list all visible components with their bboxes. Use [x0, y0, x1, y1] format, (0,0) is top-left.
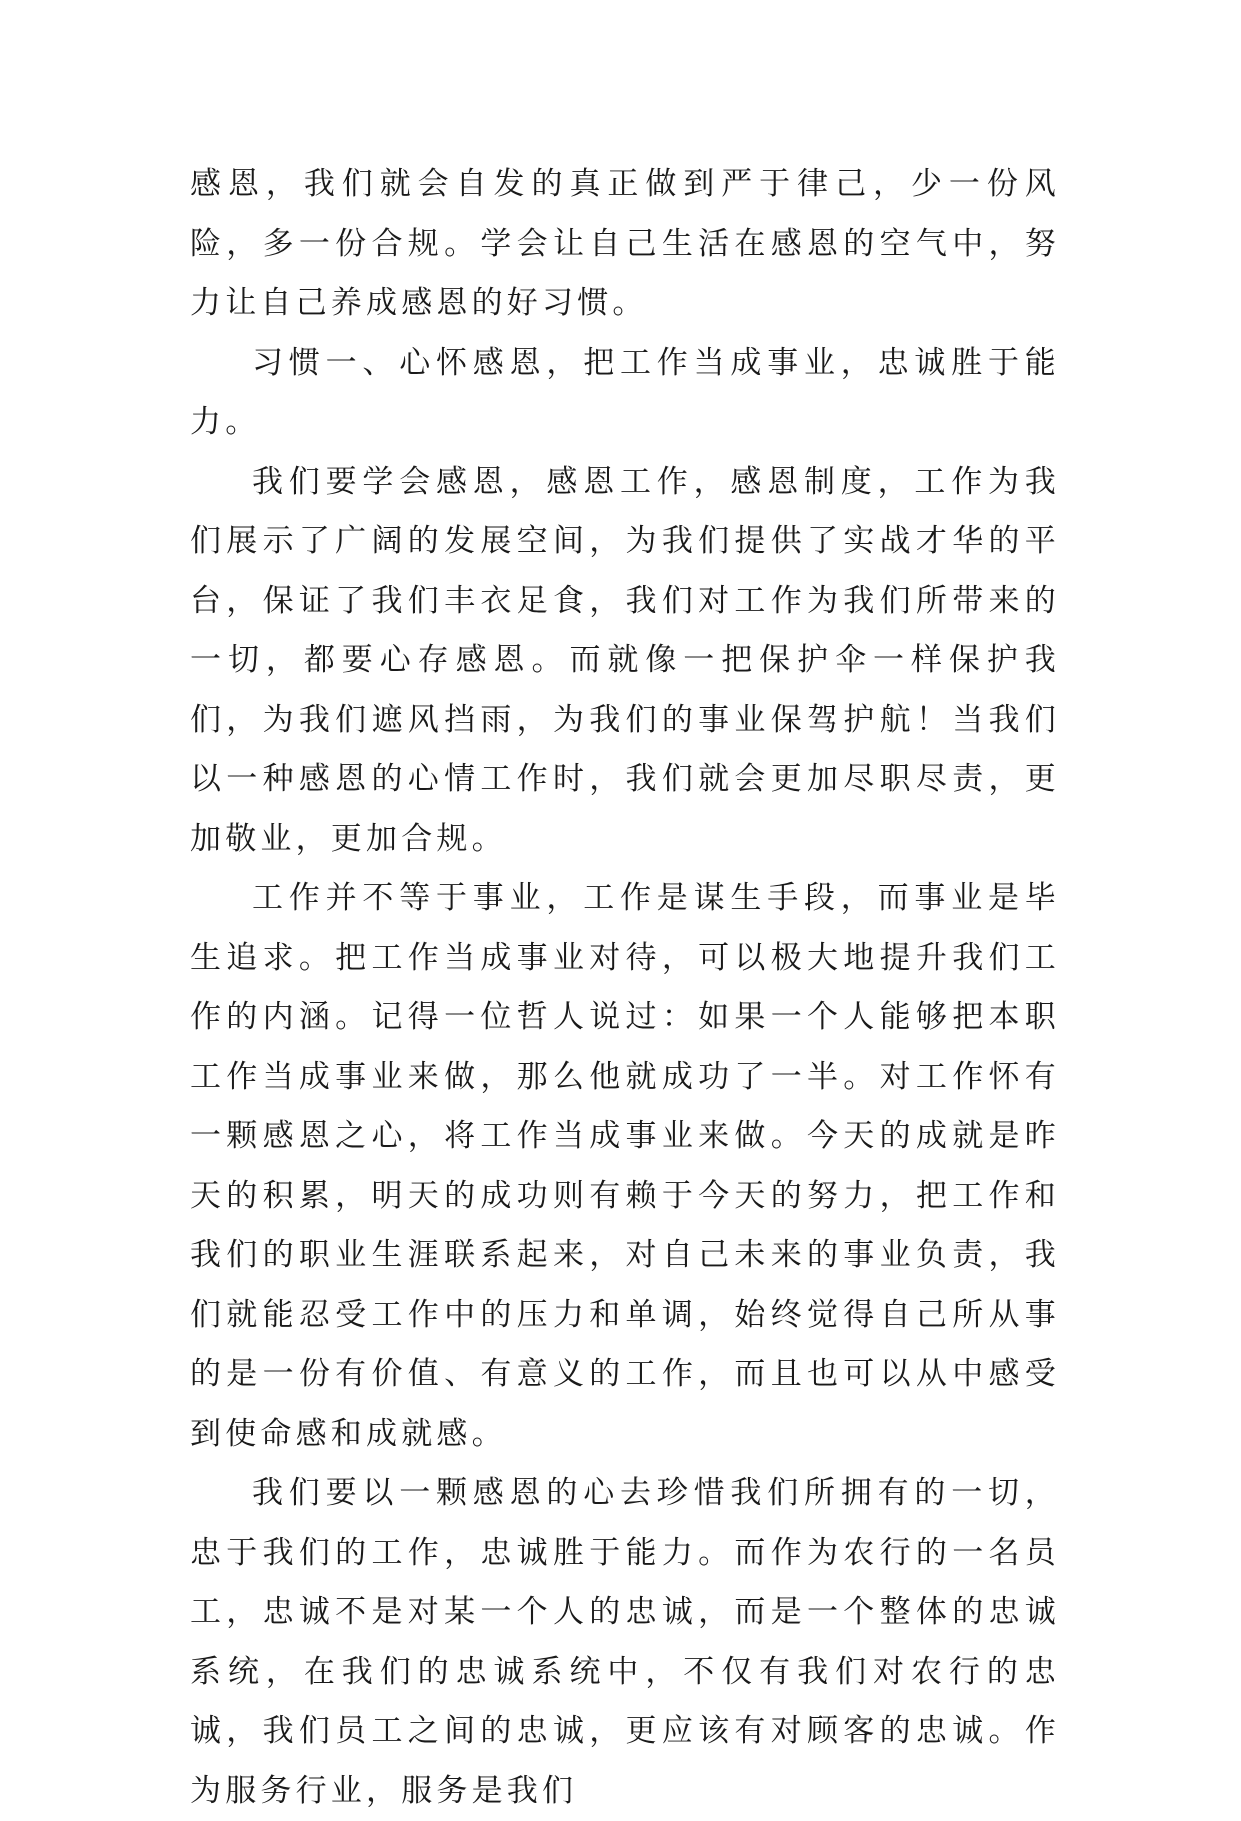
paragraph-continuation: 感恩，我们就会自发的真正做到严于律己，少一份风险，多一份合规。学会让自己生活在感恩的空气中，努力让自己养成感恩的好习惯。 — [190, 166, 1060, 321]
paragraph: 我们要以一颗感恩的心去珍惜我们所拥有的一切，忠于我们的工作，忠诚胜于能力。而作为农行的一名员工，忠诚不是对某一个人的忠诚，而是一个整体的忠诚系统，在我们的忠诚系统中，不仅有我们对农行的忠诚，我们员工之间的忠诚，更应该有对顾客的忠诚。作为服务行业，服务是我们 — [190, 1475, 1060, 1809]
paragraph: 我们要学会感恩，感恩工作，感恩制度，工作为我们展示了广阔的发展空间，为我们提供了实战才华的平台，保证了我们丰衣足食，我们对工作为我们所带来的一切，都要心存感恩。而就像一把保护伞一样保护我们，为我们遮风挡雨，为我们的事业保驾护航！当我们以一种感恩的心情工作时，我们就会更加尽职尽责，更加敬业，更加合规。 — [190, 463, 1060, 857]
document-body — [190, 155, 1060, 1821]
paragraph: 工作并不等于事业，工作是谋生手段，而事业是毕生追求。把工作当成事业对待，可以极大地提升我们工作的内涵。记得一位哲人说过：如果一个人能够把本职工作当成事业来做，那么他就成功了一半。对工作怀有一颗感恩之心，将工作当成事业来做。今天的成就是昨天的积累，明天的成功则有赖于今天的努力，把工作和我们的职业生涯联系起来，对自己未来的事业负责，我们就能忍受工作中的压力和单调，始终觉得自己所从事的是一份有价值、有意义的工作，而且也可以从中感受到使命感和成就感。 — [190, 880, 1060, 1452]
section-heading: 习惯一、心怀感恩，把工作当成事业，忠诚胜于能力。 — [190, 344, 1060, 440]
